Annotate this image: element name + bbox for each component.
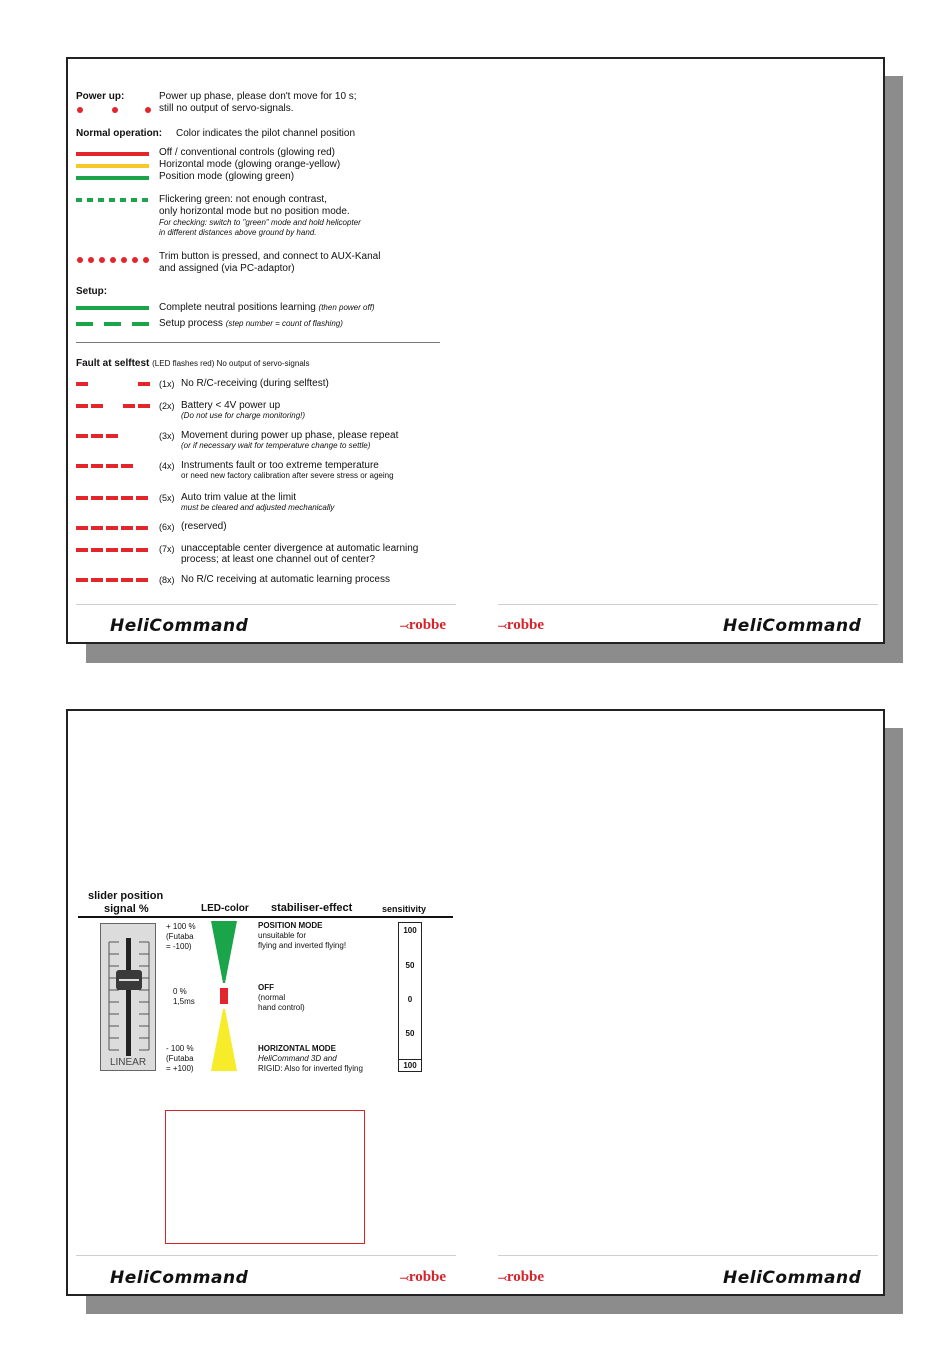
robbe-logo-right: ⤙robbe [498, 1269, 545, 1285]
fault-heading: Fault at selftest (LED flashes red) No output of servo-signals [76, 358, 310, 369]
trim-red-dots-icon [76, 255, 152, 265]
normal-operation-text: Color indicates the pilot channel position [176, 128, 355, 139]
red-frame-box [165, 1110, 365, 1244]
mode-off-text: Off / conventional controls (glowing red) [159, 147, 336, 158]
fault-4-code: (4x) [159, 461, 175, 471]
footer-rule-right [498, 604, 878, 605]
fault-6-pattern-icon [76, 525, 152, 531]
flicker-green-dashes-icon [76, 197, 152, 203]
fault-5-pattern-icon [76, 495, 152, 501]
horizontal-mode-desc: HORIZONTAL MODE HeliCommand 3D and RIGID: Also for inverted flying [258, 1044, 363, 1073]
helicommand-logo: HeliCommand [110, 616, 249, 636]
mode-position-text: Position mode (glowing green) [159, 171, 295, 182]
mode-horizontal-text: Horizontal mode (glowing orange-yellow) [159, 159, 341, 170]
power-up-label: Power up: [76, 91, 125, 102]
fault-6-text: (reserved) [181, 521, 227, 532]
trim-text1: Trim button is pressed, and connect to AUX-Kanal [159, 251, 381, 262]
robbe-logo-right: ⤙robbe [498, 617, 545, 633]
position-mode-desc: POSITION MODE unsuitable for flying and inverted flying! [258, 921, 347, 950]
flicker-text2: only horizontal mode but no position mode. [159, 206, 350, 217]
sensitivity-tick: 50 [405, 961, 415, 970]
green-line-icon [76, 176, 149, 180]
fault-8-code: (8x) [159, 575, 175, 585]
flicker-text4: in different distances above ground by hand. [159, 228, 317, 237]
fault-2-text: Battery < 4V power up (Do not use for charge monitoring!) [181, 400, 306, 420]
helicommand-logo: HeliCommand [110, 1268, 249, 1288]
section-divider [76, 342, 440, 343]
setup-green-dashes-icon [76, 321, 152, 327]
fault-7-text: unacceptable center divergence at automatic learning process; at least one channel out of center? [181, 543, 419, 565]
sensitivity-tick: 0 [407, 995, 413, 1004]
sensitivity-tick: 50 [405, 1029, 415, 1038]
off-mode-desc: OFF (normal hand control) [258, 983, 305, 1012]
footer-rule-right [498, 1255, 878, 1256]
fault-2-pattern-icon [76, 403, 152, 409]
fault-8-pattern-icon [76, 577, 152, 583]
signal-minus-100: - 100 % (Futaba = +100) [166, 1044, 194, 1073]
slider-frame [100, 923, 156, 1071]
fault-8-text: No R/C receiving at automatic learning process [181, 574, 390, 585]
page-top [66, 57, 885, 644]
setup-green-line-icon [76, 306, 149, 310]
setup-neutral-text: Complete neutral positions learning (then power off) [159, 302, 375, 313]
fault-5-text: Auto trim value at the limit must be cleared and adjusted mechanically [181, 492, 335, 512]
led-color-header: LED-color [201, 903, 249, 914]
footer-rule-left [76, 604, 456, 605]
fault-3-text: Movement during power up phase, please repeat (or if necessary wait for temperature change to settle) [181, 430, 399, 450]
fault-1-code: (1x) [159, 379, 175, 389]
signal-zero: 0 % 1,5ms [173, 987, 195, 1006]
fault-3-pattern-icon [76, 433, 152, 439]
setup-process-text: Setup process (step number = count of flashing) [159, 318, 343, 329]
fault-7-code: (7x) [159, 544, 175, 554]
slider-position-header: slider position [88, 890, 164, 902]
fault-4-pattern-icon [76, 463, 152, 469]
fault-4-text: Instruments fault or too extreme temperature or need new factory calibration after severe stress or ageing [181, 460, 394, 480]
yellow-line-icon [76, 164, 149, 168]
fault-2-code: (2x) [159, 401, 175, 411]
red-line-icon [76, 152, 149, 156]
slider-label: LINEAR [109, 1057, 147, 1068]
fault-6-code: (6x) [159, 522, 175, 532]
footer-rule-left [76, 1255, 456, 1256]
helicommand-logo-right: HeliCommand [723, 1268, 862, 1288]
flicker-text1: Flickering green: not enough contrast, [159, 194, 327, 205]
robbe-logo: ⤙robbe [400, 1269, 447, 1285]
power-up-text1: Power up phase, please don't move for 10 s; [159, 91, 357, 102]
signal-header: signal % [104, 903, 149, 915]
setup-label: Setup: [76, 286, 108, 297]
robbe-logo: ⤙robbe [400, 617, 447, 633]
normal-operation-label: Normal operation: [76, 128, 163, 139]
flicker-text3: For checking: switch to "green" mode and hold helicopter [159, 218, 361, 227]
sensitivity-scale [398, 922, 422, 1072]
slider-knob[interactable] [116, 970, 142, 990]
helicommand-logo-right: HeliCommand [723, 616, 862, 636]
fault-3-code: (3x) [159, 431, 175, 441]
sensitivity-header: sensitivity [382, 904, 427, 914]
fault-1-text: No R/C-receiving (during selftest) [181, 378, 329, 389]
slider-ticks-icon [101, 924, 157, 1072]
fault-7-pattern-icon [76, 547, 152, 553]
sensitivity-tick: 100 [403, 926, 417, 935]
led-color-funnel-icon [208, 921, 242, 1073]
fault-5-code: (5x) [159, 493, 175, 503]
header-rule [78, 916, 453, 918]
stabiliser-header: stabiliser-effect [271, 902, 353, 914]
trim-text2: and assigned (via PC-adaptor) [159, 263, 295, 274]
power-up-dots-icon [76, 105, 156, 115]
sensitivity-tick: 100 [399, 1059, 421, 1070]
signal-plus-100: + 100 % (Futaba = -100) [166, 922, 196, 951]
fault-1-pattern-icon [76, 381, 152, 387]
power-up-text2: still no output of servo-signals. [159, 103, 294, 114]
page-bottom [66, 709, 885, 1296]
